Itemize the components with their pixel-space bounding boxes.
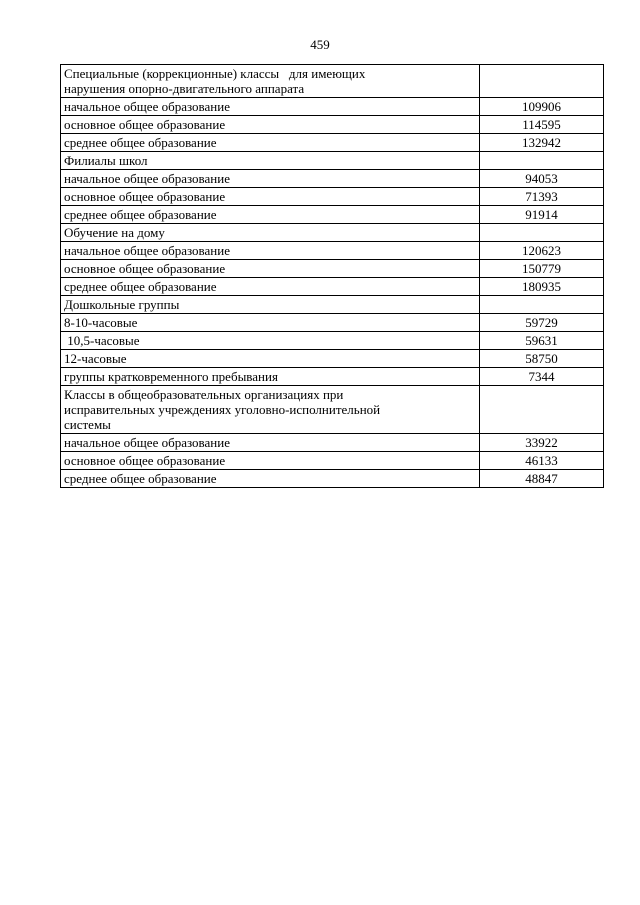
row-label: основное общее образование bbox=[61, 188, 480, 206]
row-value: 120623 bbox=[480, 242, 604, 260]
row-value bbox=[480, 152, 604, 170]
table-row bbox=[61, 116, 604, 134]
row-value bbox=[480, 224, 604, 242]
table-row bbox=[61, 98, 604, 116]
row-label: среднее общее образование bbox=[61, 134, 480, 152]
row-label: начальное общее образование bbox=[61, 98, 480, 116]
row-value: 7344 bbox=[480, 368, 604, 386]
row-value: 94053 bbox=[480, 170, 604, 188]
table-row bbox=[61, 434, 604, 452]
section-header-row bbox=[61, 65, 604, 98]
section-header-row bbox=[61, 224, 604, 242]
row-value: 109906 bbox=[480, 98, 604, 116]
row-value: 58750 bbox=[480, 350, 604, 368]
row-label: основное общее образование bbox=[61, 452, 480, 470]
table-row bbox=[61, 134, 604, 152]
row-label: Классы в общеобразовательных организациях при исправительных учреждениях уголовно-исполнительной системы bbox=[61, 386, 480, 434]
row-value: 59729 bbox=[480, 314, 604, 332]
section-header-row bbox=[61, 386, 604, 434]
table-row bbox=[61, 350, 604, 368]
table-row bbox=[61, 242, 604, 260]
row-label: Обучение на дому bbox=[61, 224, 480, 242]
page-number: 459 bbox=[310, 37, 330, 52]
table-row bbox=[61, 170, 604, 188]
row-label: среднее общее образование bbox=[61, 278, 480, 296]
row-value: 33922 bbox=[480, 434, 604, 452]
section-header-row bbox=[61, 152, 604, 170]
row-label: среднее общее образование bbox=[61, 470, 480, 488]
row-value: 91914 bbox=[480, 206, 604, 224]
row-label: основное общее образование bbox=[61, 260, 480, 278]
row-label: Специальные (коррекционные) классы для имеющих нарушения опорно-двигательного аппарата bbox=[61, 65, 480, 98]
row-value: 114595 bbox=[480, 116, 604, 134]
table-row bbox=[61, 188, 604, 206]
row-label: начальное общее образование bbox=[61, 170, 480, 188]
row-value: 48847 bbox=[480, 470, 604, 488]
row-value: 180935 bbox=[480, 278, 604, 296]
row-label: начальное общее образование bbox=[61, 434, 480, 452]
table-row bbox=[61, 278, 604, 296]
row-value: 71393 bbox=[480, 188, 604, 206]
table-row bbox=[61, 452, 604, 470]
row-value bbox=[480, 65, 604, 98]
row-label: основное общее образование bbox=[61, 116, 480, 134]
row-label: Филиалы школ bbox=[61, 152, 480, 170]
table-row bbox=[61, 206, 604, 224]
row-label: среднее общее образование bbox=[61, 206, 480, 224]
row-label: 8-10-часовые bbox=[61, 314, 480, 332]
row-label: начальное общее образование bbox=[61, 242, 480, 260]
data-table bbox=[60, 64, 604, 488]
row-value bbox=[480, 386, 604, 434]
table-row bbox=[61, 470, 604, 488]
row-label: 12-часовые bbox=[61, 350, 480, 368]
row-label: группы кратковременного пребывания bbox=[61, 368, 480, 386]
row-value: 150779 bbox=[480, 260, 604, 278]
row-label: Дошкольные группы bbox=[61, 296, 480, 314]
row-label: 10,5-часовые bbox=[61, 332, 480, 350]
row-value bbox=[480, 296, 604, 314]
section-header-row bbox=[61, 296, 604, 314]
row-value: 132942 bbox=[480, 134, 604, 152]
row-value: 46133 bbox=[480, 452, 604, 470]
table-row bbox=[61, 368, 604, 386]
row-value: 59631 bbox=[480, 332, 604, 350]
table-row bbox=[61, 332, 604, 350]
table-row bbox=[61, 314, 604, 332]
table-row bbox=[61, 260, 604, 278]
